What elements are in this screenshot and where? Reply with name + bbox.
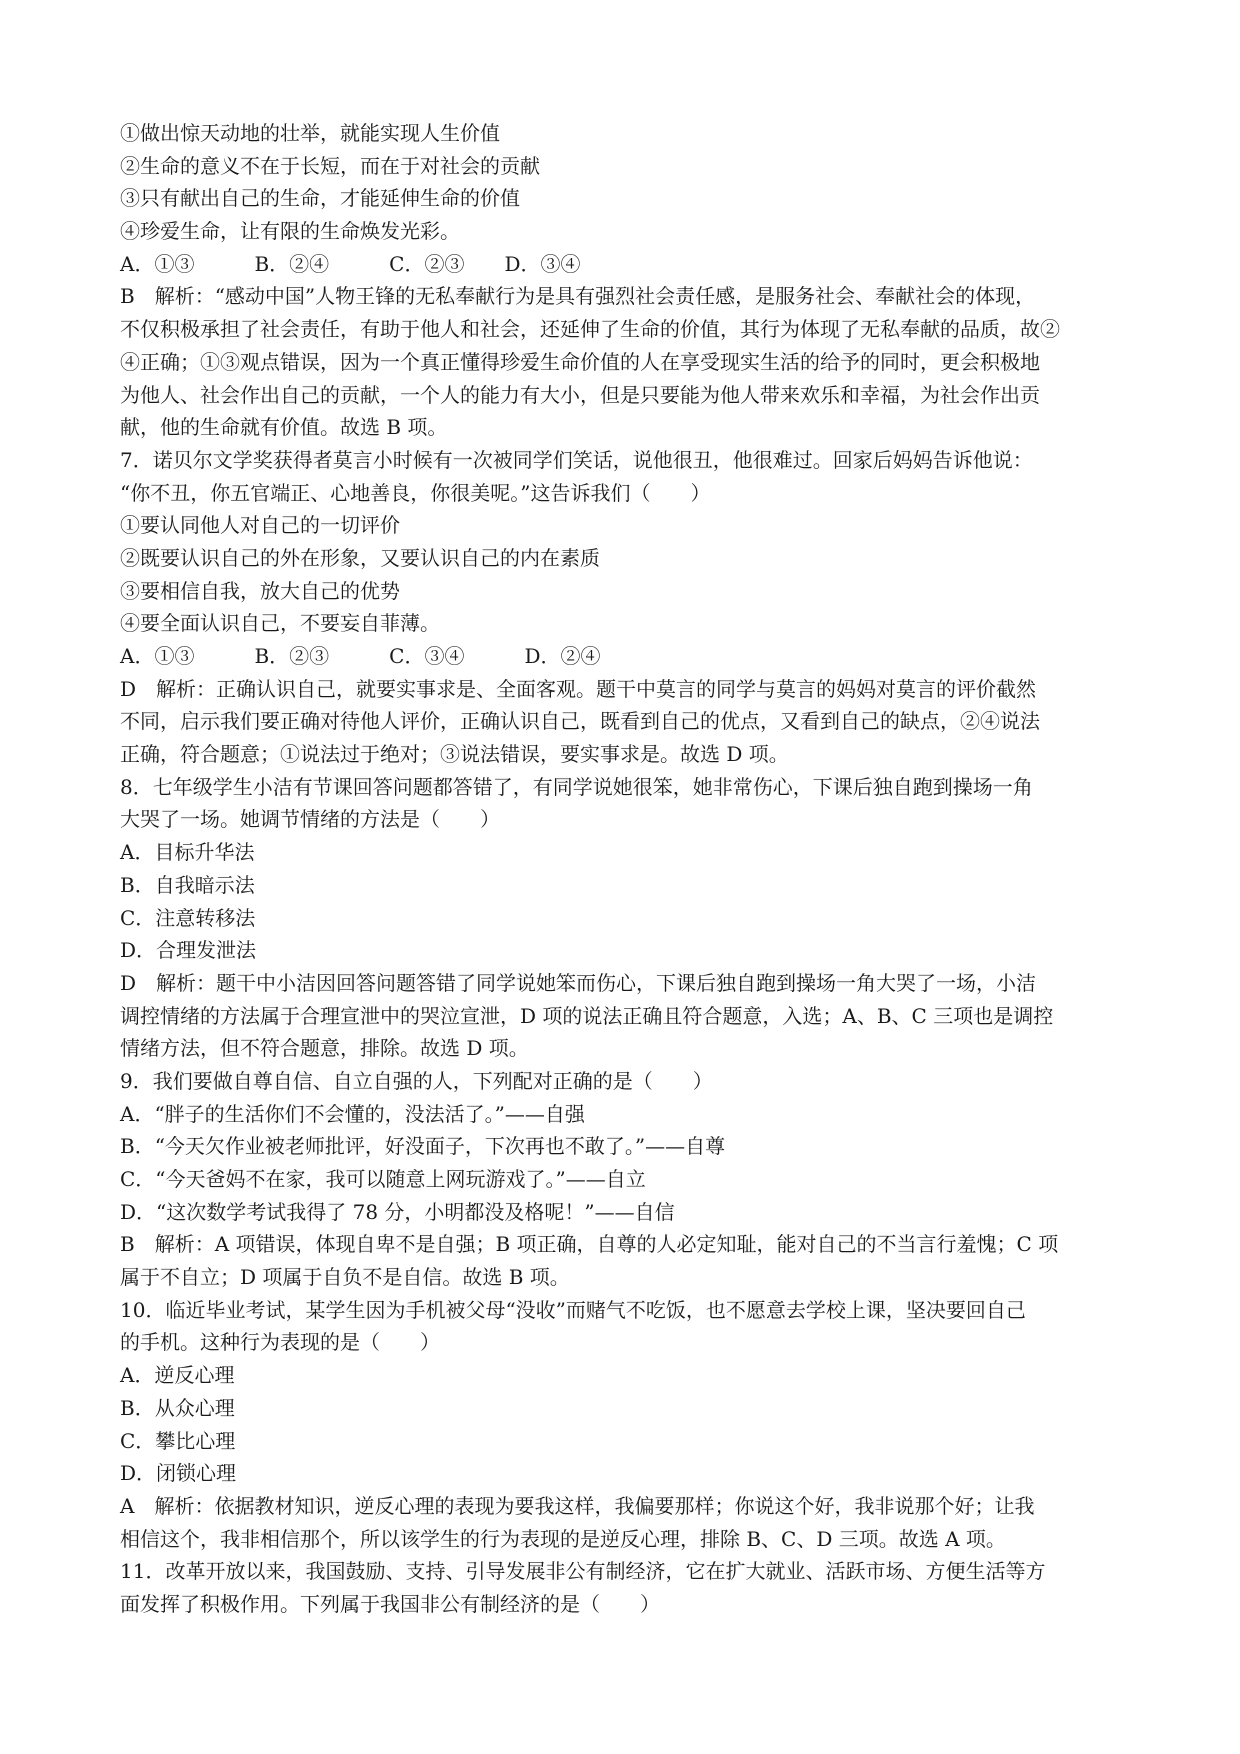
- q6-item-3: ③只有献出自己的生命，才能延伸生命的价值: [120, 186, 520, 211]
- q8-analysis-line-2: 调控情绪的方法属于合理宣泄中的哭泣宣泄，D 项的说法正确且符合题意，入选；A、B、C 三项也是调控: [120, 1003, 1054, 1028]
- q6-item-2: ②生命的意义不在于长短，而在于对社会的贡献: [120, 153, 540, 178]
- q7-options: A．①③ B．②③ C．③④ D．②④: [120, 644, 601, 668]
- q10-block: [120, 1294, 1130, 1556]
- q9-option-c: C．“今天爸妈不在家，我可以随意上网玩游戏了。”——自立: [120, 1167, 646, 1191]
- q8-analysis-line-1: D 解析：题干中小洁因回答问题答错了同学说她笨而伤心，下课后独自跑到操场一角大哭了一场，小洁: [120, 970, 1037, 995]
- q11-block: [120, 1555, 1130, 1620]
- q10-stem-line-1: 10．临近毕业考试，某学生因为手机被父母“没收”而赌气不吃饭，也不愿意去学校上课，坚决要回自己: [120, 1297, 1026, 1322]
- q7-item-2: ②既要认识自己的外在形象，又要认识自己的内在素质: [120, 545, 600, 570]
- q8-option-a: A．目标升华法: [120, 840, 255, 865]
- q10-analysis-line-2: 相信这个，我非相信那个，所以该学生的行为表现的是逆反心理，排除 B、C、D 三项。故选 A 项。: [120, 1526, 1006, 1551]
- q6-item-4: ④珍爱生命，让有限的生命焕发光彩。: [120, 219, 460, 244]
- q9-analysis-line-1: B 解析：A 项错误，体现自卑不是自强；B 项正确，自尊的人必定知耻，能对自己的不当言行羞愧；C 项: [120, 1232, 1059, 1257]
- q8-block: [120, 771, 1130, 1065]
- document-page: [120, 117, 1130, 1621]
- q9-stem-line-1: 9．我们要做自尊自信、自立自强的人，下列配对正确的是（ ）: [120, 1068, 713, 1093]
- q6-analysis-line-5: 献，他的生命就有价值。故选 B 项。: [120, 415, 448, 440]
- q7-stem-line-2: “你不丑，你五官端正、心地善良，你很美呢。”这告诉我们（ ）: [120, 480, 711, 505]
- q9-block: [120, 1065, 1130, 1294]
- q9-analysis-line-2: 属于不自立；D 项属于自负不是自信。故选 B 项。: [120, 1265, 570, 1290]
- q6-analysis-line-2: 不仅积极承担了社会责任，有助于他人和社会，还延伸了生命的价值，其行为体现了无私奉献的品质，故②: [120, 317, 1060, 342]
- q6-analysis-line-4: 为他人、社会作出自己的贡献，一个人的能力有大小，但是只要能为他人带来欢乐和幸福，为社会作出贡: [120, 382, 1040, 407]
- q9-option-a: A．“胖子的生活你们不会懂的，没法活了。”——自强: [120, 1101, 585, 1126]
- q8-analysis-line-3: 情绪方法，但不符合题意，排除。故选 D 项。: [120, 1036, 529, 1061]
- q8-option-c: C．注意转移法: [120, 905, 256, 930]
- q9-option-b: B．“今天欠作业被老师批评，好没面子，下次再也不敢了。”——自尊: [120, 1134, 726, 1159]
- q6-options: A．①③ B．②④ C．②③ D．③④: [120, 251, 581, 276]
- q7-item-3: ③要相信自我，放大自己的优势: [120, 578, 400, 603]
- q6-analysis-line-3: ④正确；①③观点错误，因为一个真正懂得珍爱生命价值的人在享受现实生活的给予的同时，更会积极地: [120, 349, 1040, 374]
- q10-analysis-line-1: A 解析：依据教材知识，逆反心理的表现为要我这样，我偏要那样；你说这个好，我非说那个好；让我: [120, 1493, 1035, 1518]
- q7-analysis-line-3: 正确，符合题意；①说法过于绝对；③说法错误，要实事求是。故选 D 项。: [120, 742, 789, 767]
- q11-stem-line-2: 面发挥了积极作用。下列属于我国非公有制经济的是（ ）: [120, 1591, 660, 1616]
- q8-stem-line-2: 大哭了一场。她调节情绪的方法是（ ）: [120, 807, 500, 832]
- q10-option-c: C．攀比心理: [120, 1428, 236, 1453]
- q8-stem-line-1: 8．七年级学生小洁有节课回答问题都答错了，有同学说她很笨，她非常伤心，下课后独自跑到操场一角: [120, 774, 1033, 799]
- q7-item-4: ④要全面认识自己，不要妄自菲薄。: [120, 611, 440, 636]
- q7-item-1: ①要认同他人对自己的一切评价: [120, 513, 400, 538]
- q6-analysis-line-1: B 解析：“感动中国”人物王锋的无私奉献行为是具有强烈社会责任感，是服务社会、奉献社会的体现，: [120, 284, 1036, 309]
- q10-option-b: B．从众心理: [120, 1395, 235, 1420]
- q7-block: [120, 444, 1130, 771]
- q7-stem-line-1: 7．诺贝尔文学奖获得者莫言小时候有一次被同学们笑话，说他很丑，他很难过。回家后妈妈告诉他说：: [120, 447, 1033, 472]
- q10-option-d: D．闭锁心理: [120, 1461, 237, 1486]
- q8-option-d: D．合理发泄法: [120, 938, 257, 963]
- q10-stem-line-2: 的手机。这种行为表现的是（ ）: [120, 1330, 440, 1355]
- q7-analysis-line-1: D 解析：正确认识自己，就要实事求是、全面客观。题干中莫言的同学与莫言的妈妈对莫言的评价截然: [120, 676, 1037, 701]
- q6-block: [120, 117, 1130, 444]
- q11-stem-line-1: 11．改革开放以来，我国鼓励、支持、引导发展非公有制经济，它在扩大就业、活跃市场、方便生活等方: [120, 1559, 1046, 1584]
- q8-option-b: B．自我暗示法: [120, 872, 255, 897]
- q9-option-d: D．“这次数学考试我得了 78 分，小明都没及格呢！”——自信: [120, 1199, 675, 1224]
- q10-option-a: A．逆反心理: [120, 1363, 235, 1388]
- q6-item-1: ①做出惊天动地的壮举，就能实现人生价值: [120, 121, 500, 145]
- q7-analysis-line-2: 不同，启示我们要正确对待他人评价，正确认识自己，既看到自己的优点，又看到自己的缺点，②④说法: [120, 709, 1040, 734]
